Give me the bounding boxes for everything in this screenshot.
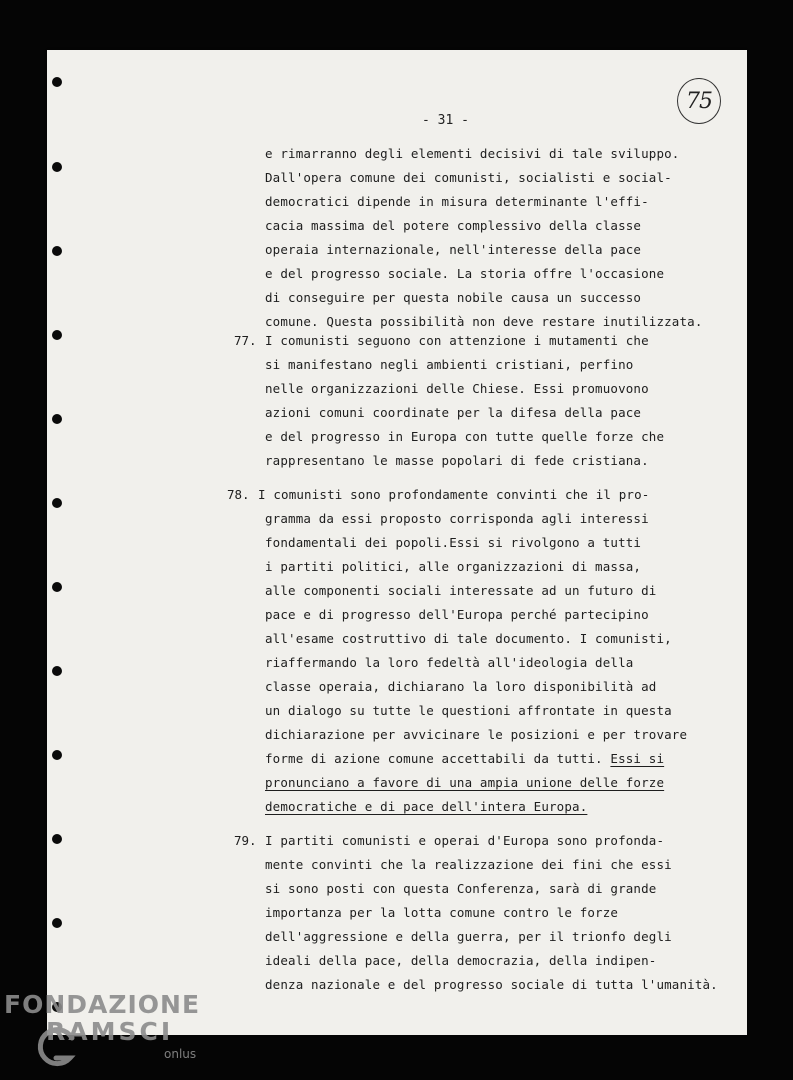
text-line: comune. Questa possibilità non deve restare inutilizzata.: [265, 314, 703, 329]
underlined-fragment: Essi si: [610, 751, 665, 766]
punch-hole: [52, 246, 62, 256]
punch-hole: [52, 750, 62, 760]
punch-hole: [52, 582, 62, 592]
text-line: e rimarranno degli elementi decisivi di tale sviluppo.: [265, 146, 680, 161]
text-line: si manifestano negli ambienti cristiani, perfino: [265, 357, 634, 372]
text-line: si sono posti con questa Conferenza, sarà di grande: [265, 881, 657, 896]
text-line: i partiti politici, alle organizzazioni di massa,: [265, 559, 642, 574]
text-line: operaia internazionale, nell'interesse della pace: [265, 242, 642, 257]
foundation-logo-icon: [34, 1024, 78, 1068]
text-line: importanza per la lotta comune contro le forze: [265, 905, 619, 920]
text-line: di conseguire per questa nobile causa un successo: [265, 290, 642, 305]
punch-hole: [52, 414, 62, 424]
text-line: I partiti comunisti e operai d'Europa sono profonda-: [265, 833, 665, 848]
handwritten-page-stamp: 75: [677, 78, 721, 124]
text-line: un dialogo su tutte le questioni affrontate in questa: [265, 703, 672, 718]
text-line: I comunisti sono profondamente convinti che il pro-: [258, 487, 650, 502]
text-line: riaffermando la loro fedeltà all'ideologia della: [265, 655, 634, 670]
punch-hole: [52, 330, 62, 340]
paragraph-number: 77.: [234, 333, 257, 348]
paragraph-number: 79.: [234, 833, 257, 848]
text-line: pace e di progresso dell'Europa perché partecipino: [265, 607, 649, 622]
text-line: alle componenti sociali interessate ad un futuro di: [265, 583, 657, 598]
text-line: azioni comuni coordinate per la difesa della pace: [265, 405, 642, 420]
foundation-watermark: [4, 990, 201, 1061]
text-line: dichiarazione per avvicinare le posizioni e per trovare: [265, 727, 688, 742]
text-line: mente convinti che la realizzazione dei fini che essi: [265, 857, 672, 872]
text-line: classe operaia, dichiarano la loro disponibilità ad: [265, 679, 657, 694]
text-line: democratiche e di pace dell'intera Europa.: [265, 799, 588, 814]
text-line: Dall'opera comune dei comunisti, socialisti e social-: [265, 170, 672, 185]
text-line: e del progresso in Europa con tutte quelle forze che: [265, 429, 665, 444]
text-line: forme di azione comune accettabili da tutti. Essi si: [265, 751, 665, 766]
text-line: fondamentali dei popoli.Essi si rivolgono a tutti: [265, 535, 642, 550]
watermark-suffix: onlus: [164, 1047, 197, 1061]
text-line: democratici dipende in misura determinante l'effi-: [265, 194, 649, 209]
page-number: - 31 -: [422, 113, 469, 128]
punch-hole: [52, 666, 62, 676]
text-line: gramma da essi proposto corrisponda agli interessi: [265, 511, 649, 526]
text-line: denza nazionale e del progresso sociale di tutta l'umanità.: [265, 977, 718, 992]
watermark-line2: RAMSCI: [46, 1017, 174, 1046]
punch-hole: [52, 918, 62, 928]
text-line: cacia massima del potere complessivo della classe: [265, 218, 642, 233]
punch-hole: [52, 77, 62, 87]
punch-hole: [52, 498, 62, 508]
text-line: dell'aggressione e della guerra, per il trionfo degli: [265, 929, 672, 944]
text-line: all'esame costruttivo di tale documento. I comunisti,: [265, 631, 672, 646]
text-line: nelle organizzazioni delle Chiese. Essi promuovono: [265, 381, 649, 396]
punch-hole: [52, 834, 62, 844]
paragraph-number: 78.: [227, 487, 250, 502]
watermark-line1: FONDAZIONE: [4, 990, 201, 1019]
text-line: rappresentano le masse popolari di fede cristiana.: [265, 453, 649, 468]
text-line: e del progresso sociale. La storia offre l'occasione: [265, 266, 665, 281]
text-line: I comunisti seguono con attenzione i mutamenti che: [265, 333, 649, 348]
punch-hole: [52, 162, 62, 172]
text-line: ideali della pace, della democrazia, della indipen-: [265, 953, 657, 968]
text-line: pronunciano a favore di una ampia unione delle forze: [265, 775, 665, 790]
